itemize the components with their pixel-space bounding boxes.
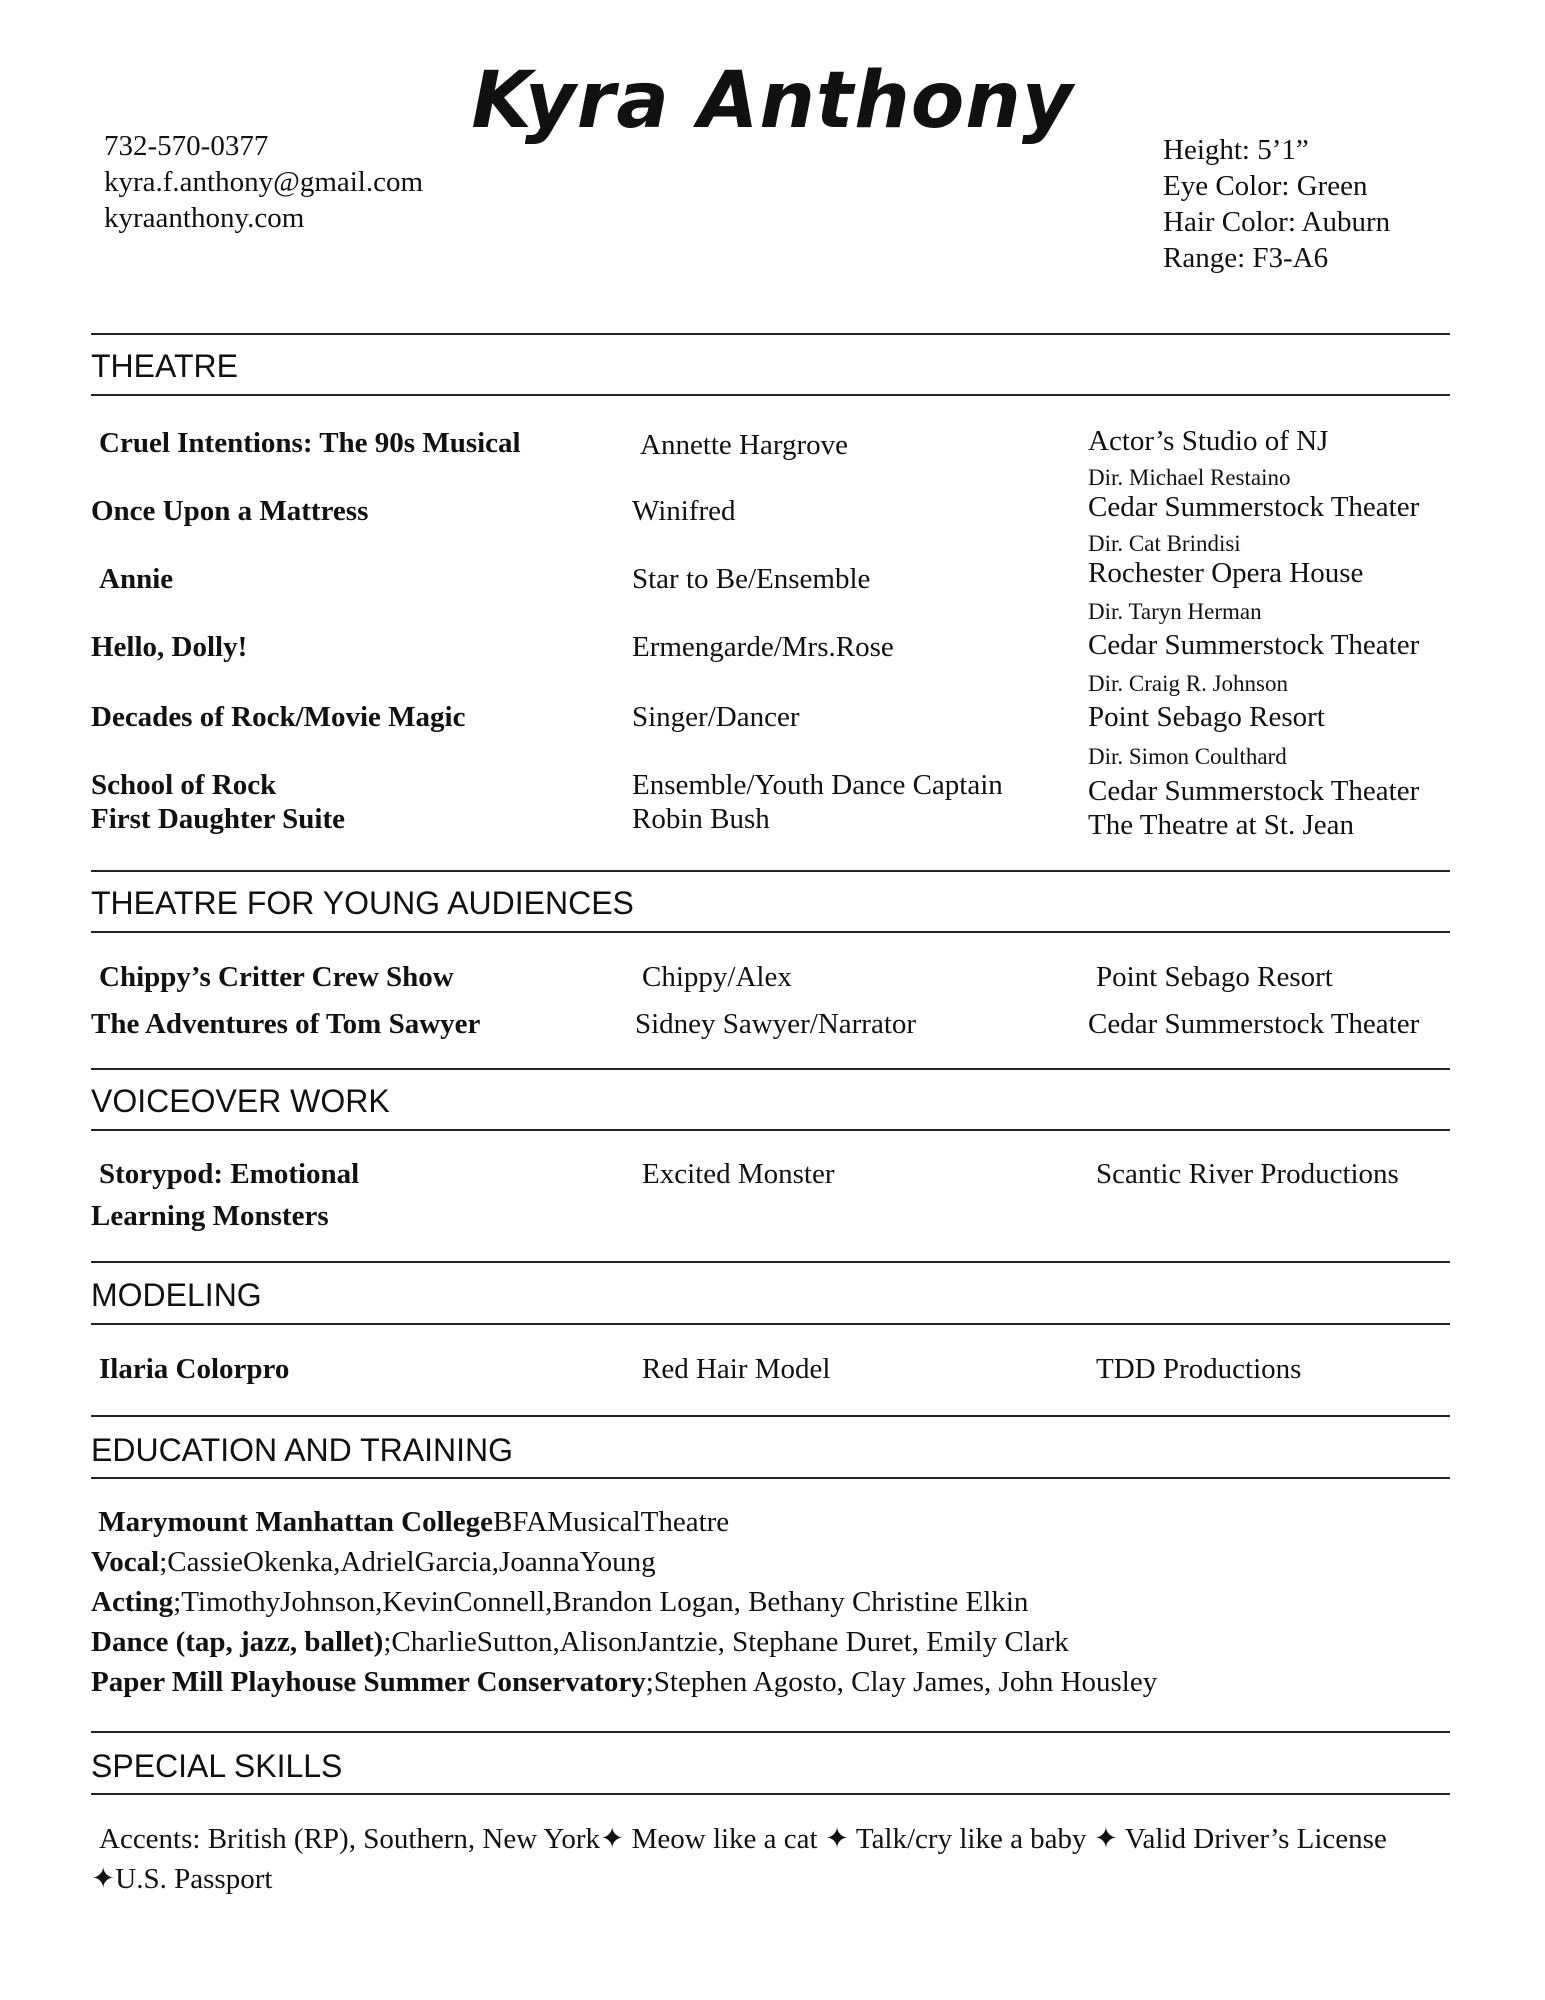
education-line — [91, 1582, 1157, 1622]
credit-show: School of Rock — [91, 769, 277, 801]
education-label: Dance (tap, jazz, ballet) — [91, 1626, 384, 1658]
education-label: Paper Mill Playhouse Summer Conservatory — [91, 1666, 646, 1698]
stat-height: Height: 5’1” — [1163, 134, 1309, 166]
credit-director: Dir. Simon Coulthard — [1088, 744, 1287, 769]
credit-role: Winifred — [632, 495, 736, 527]
credit-venue: Rochester Opera House — [1088, 557, 1364, 589]
education-label: Marymount Manhattan College — [98, 1506, 493, 1538]
education-label: Acting — [91, 1586, 174, 1618]
credit-venue: Cedar Summerstock Theater — [1088, 629, 1420, 661]
divider — [91, 870, 1450, 872]
divider — [91, 1477, 1450, 1479]
credit-show: Learning Monsters — [91, 1200, 329, 1232]
website: kyraanthony.com — [104, 202, 305, 234]
divider — [91, 394, 1450, 396]
divider — [91, 931, 1450, 933]
credit-show: Hello, Dolly! — [91, 631, 248, 663]
credit-show: First Daughter Suite — [91, 803, 346, 835]
divider — [91, 1261, 1450, 1263]
credit-director: Dir. Craig R. Johnson — [1088, 671, 1288, 696]
stat-range: Range: F3-A6 — [1163, 242, 1329, 274]
credit-show: Ilaria Colorpro — [99, 1353, 290, 1385]
education-detail: ;CassieOkenka,AdrielGarcia,JoannaYoung — [159, 1546, 656, 1578]
divider — [91, 1731, 1450, 1733]
section-heading-education: EDUCATION AND TRAINING — [91, 1432, 513, 1468]
stat-eye-color: Eye Color: Green — [1163, 170, 1368, 202]
credit-show: Decades of Rock/Movie Magic — [91, 701, 466, 733]
credit-director: Dir. Michael Restaino — [1088, 465, 1291, 490]
contact-block — [104, 128, 423, 236]
divider — [91, 1068, 1450, 1070]
education-label: Vocal — [91, 1546, 160, 1578]
credit-role: Chippy/Alex — [642, 961, 792, 993]
skills-line: Accents: British (RP), Southern, New York✦ Meow like a cat ✦ Talk/cry like a baby ✦ Valid Driver’s License — [99, 1823, 1387, 1855]
credit-role: Ermengarde/Mrs.Rose — [632, 631, 894, 663]
credit-venue: Cedar Summerstock Theater — [1088, 491, 1420, 523]
credit-role: Annette Hargrove — [640, 429, 849, 461]
credit-role: Excited Monster — [642, 1158, 835, 1190]
divider — [91, 1793, 1450, 1795]
stat-hair-color: Hair Color: Auburn — [1163, 206, 1391, 238]
section-heading-theatre: THEATRE — [91, 348, 238, 384]
credit-venue: Scantic River Productions — [1096, 1158, 1399, 1190]
credit-director: Dir. Taryn Herman — [1088, 599, 1262, 624]
credit-venue: Point Sebago Resort — [1088, 701, 1325, 733]
education-detail: BFAMusicalTheatre — [492, 1506, 730, 1538]
credit-role: Ensemble/Youth Dance Captain — [632, 769, 1003, 801]
credit-venue: Point Sebago Resort — [1096, 961, 1333, 993]
divider — [91, 1415, 1450, 1417]
section-heading-voiceover: VOICEOVER WORK — [91, 1083, 390, 1119]
credit-show: The Adventures of Tom Sawyer — [91, 1008, 481, 1040]
candidate-name: Kyra Anthony — [471, 56, 1074, 146]
phone-number: 732-570-0377 — [104, 130, 269, 162]
credit-show: Once Upon a Mattress — [91, 495, 369, 527]
section-heading-skills: SPECIAL SKILLS — [91, 1748, 343, 1784]
divider — [91, 1129, 1450, 1131]
education-detail: ;Stephen Agosto, Clay James, John Housley — [645, 1666, 1158, 1698]
education-list — [91, 1502, 1157, 1702]
credit-venue: TDD Productions — [1096, 1353, 1302, 1385]
education-line — [91, 1622, 1157, 1662]
physical-stats — [1163, 132, 1390, 276]
credit-show: Cruel Intentions: The 90s Musical — [99, 427, 521, 459]
divider — [91, 333, 1450, 335]
credit-show: Chippy’s Critter Crew Show — [99, 961, 454, 993]
credit-director: Dir. Cat Brindisi — [1088, 531, 1241, 556]
credit-show: Storypod: Emotional — [99, 1158, 360, 1190]
education-detail: ;CharlieSutton,AlisonJantzie, Stephane Duret, Emily Clark — [383, 1626, 1069, 1658]
email-address: kyra.f.anthony@gmail.com — [104, 166, 424, 198]
section-heading-modeling: MODELING — [91, 1277, 262, 1313]
credit-role: Robin Bush — [632, 803, 770, 835]
credit-venue: Actor’s Studio of NJ — [1088, 425, 1329, 457]
education-line — [91, 1662, 1157, 1702]
credit-venue: The Theatre at St. Jean — [1088, 809, 1354, 841]
credit-show: Annie — [99, 563, 174, 595]
credit-role: Red Hair Model — [642, 1353, 831, 1385]
credit-role: Sidney Sawyer/Narrator — [635, 1008, 917, 1040]
credit-role: Singer/Dancer — [632, 701, 800, 733]
education-detail: ;TimothyJohnson,KevinConnell,Brandon Logan, Bethany Christine Elkin — [173, 1586, 1029, 1618]
credit-venue: Cedar Summerstock Theater — [1088, 1008, 1420, 1040]
divider — [91, 1323, 1450, 1325]
section-heading-tya: THEATRE FOR YOUNG AUDIENCES — [91, 885, 634, 921]
education-line — [91, 1502, 1157, 1542]
credit-role: Star to Be/Ensemble — [632, 563, 871, 595]
credit-venue: Cedar Summerstock Theater — [1088, 775, 1420, 807]
education-line — [91, 1542, 1157, 1582]
skills-line: ✦U.S. Passport — [91, 1863, 273, 1895]
